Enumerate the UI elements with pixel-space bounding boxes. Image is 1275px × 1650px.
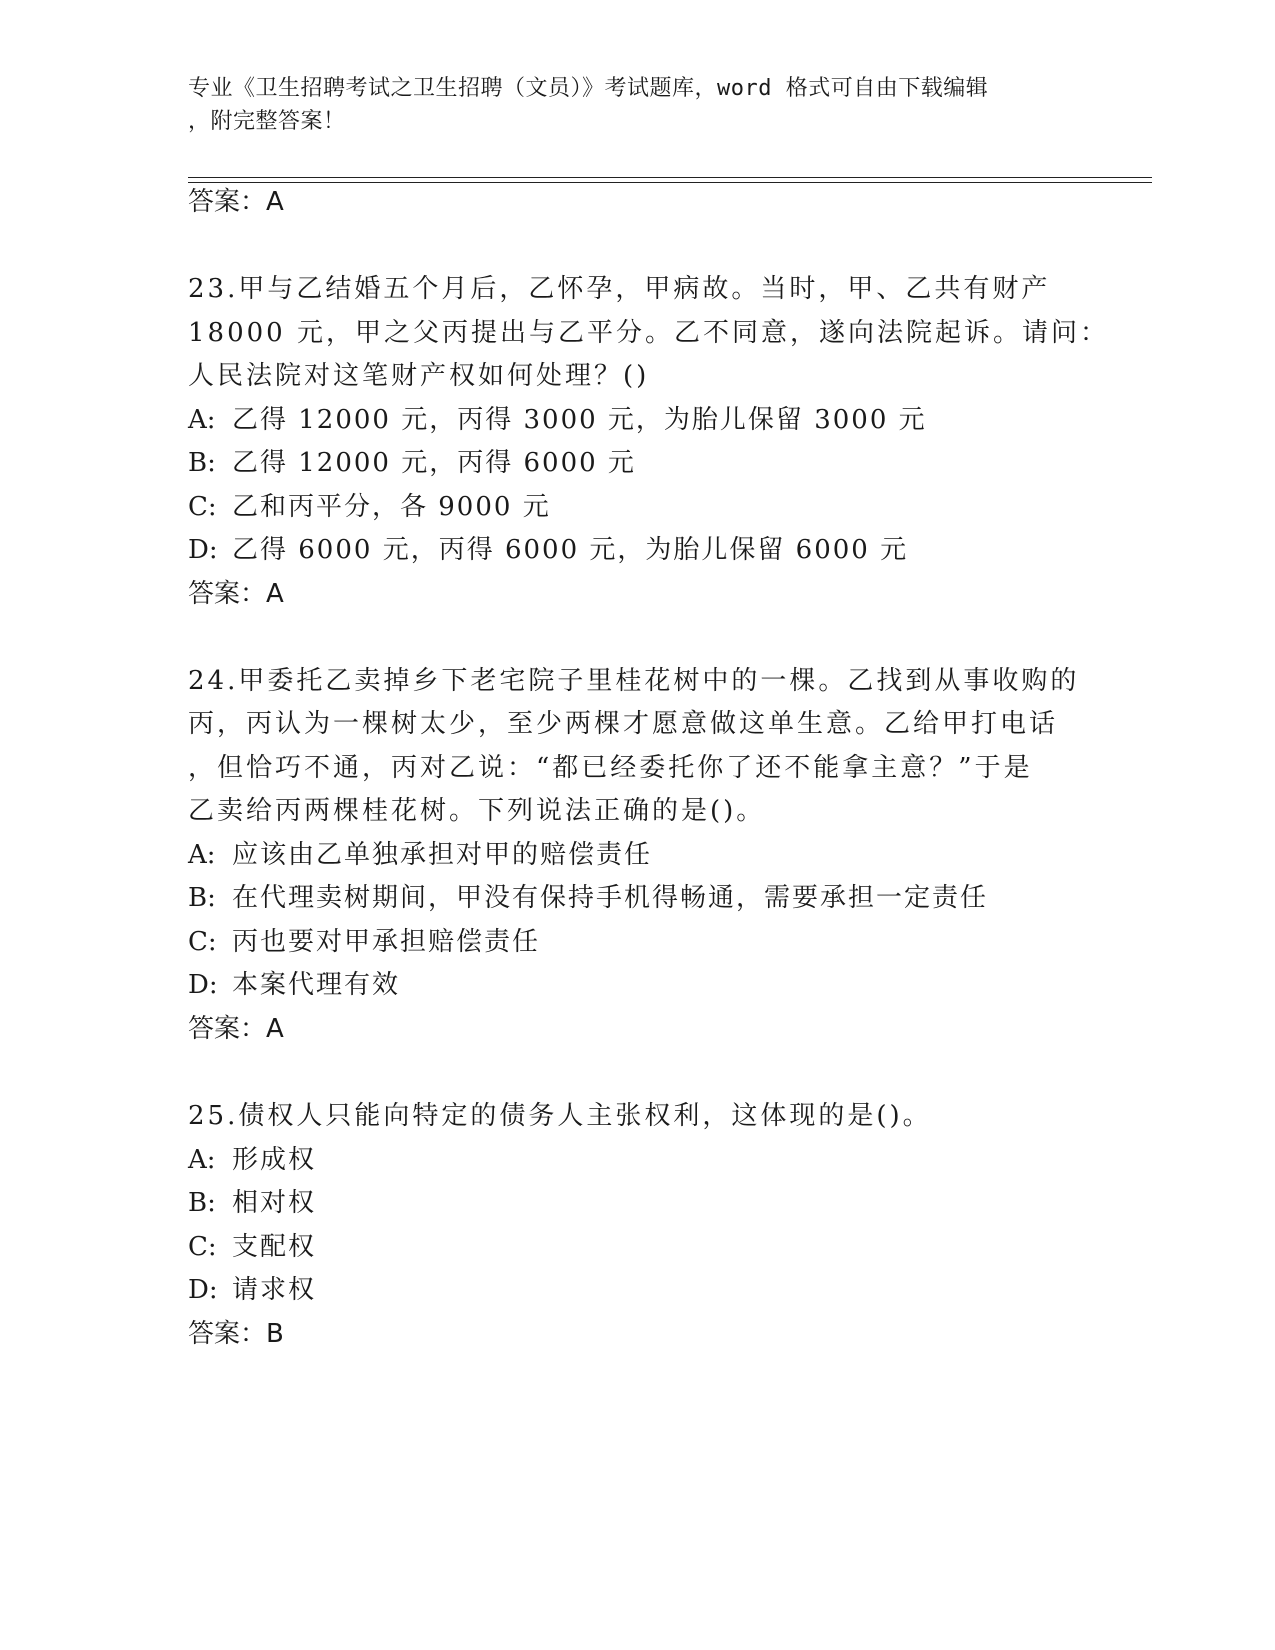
header-line-2: ，附完整答案！ xyxy=(188,109,346,134)
question-23-option-c xyxy=(188,490,551,524)
question-23-line-3: 人民法院对这笔财产权如何处理？() xyxy=(188,361,650,391)
question-25-answer: 答案：B xyxy=(188,1319,284,1349)
option-text: 请求权 xyxy=(232,1275,317,1305)
option-text: 丙也要对甲承担赔偿责任 xyxy=(232,927,541,957)
question-23-line-2: 18000 元，甲之父丙提出与乙平分。乙不同意，遂向法院起诉。请问： xyxy=(188,318,1109,348)
option-text: 在代理卖树期间，甲没有保持手机得畅通，需要承担一定责任 xyxy=(232,883,989,913)
option-label: C: xyxy=(188,1232,217,1262)
option-label: A: xyxy=(188,405,216,435)
previous-answer: 答案：A xyxy=(188,187,284,217)
option-label: B: xyxy=(188,448,216,478)
question-25-option-b xyxy=(188,1186,316,1220)
question-24-answer: 答案：A xyxy=(188,1014,284,1044)
header-rule-top xyxy=(188,177,1152,178)
question-23-option-b xyxy=(188,446,636,480)
option-text: 乙得 12000 元，丙得 3000 元，为胎儿保留 3000 元 xyxy=(232,405,927,435)
question-25-option-a xyxy=(188,1143,316,1177)
header-rule-bottom xyxy=(188,182,1152,183)
question-24-option-a xyxy=(188,838,652,872)
question-23-option-a xyxy=(188,403,927,437)
question-24-option-b xyxy=(188,881,988,915)
option-text: 乙和丙平分，各 9000 元 xyxy=(232,492,551,522)
question-25-line-1: 25.债权人只能向特定的债务人主张权利，这体现的是()。 xyxy=(188,1101,932,1131)
document-header xyxy=(188,72,1068,138)
question-25-option-d xyxy=(188,1273,316,1307)
option-text: 支配权 xyxy=(232,1232,317,1262)
option-text: 应该由乙单独承担对甲的赔偿责任 xyxy=(232,840,653,870)
question-24-option-d xyxy=(188,968,400,1002)
question-25-option-c xyxy=(188,1230,316,1264)
question-24-option-c xyxy=(188,925,540,959)
header-line-1: 专业《卫生招聘考试之卫生招聘（文员）》考试题库，word 格式可自由下载编辑 xyxy=(188,76,989,101)
option-text: 相对权 xyxy=(232,1188,317,1218)
option-text: 乙得 6000 元，丙得 6000 元，为胎儿保留 6000 元 xyxy=(232,535,909,565)
option-label: A: xyxy=(188,1145,216,1175)
option-text: 本案代理有效 xyxy=(232,970,401,1000)
option-label: C: xyxy=(188,927,217,957)
option-text: 形成权 xyxy=(232,1145,317,1175)
option-label: D: xyxy=(188,535,218,565)
question-23-line-1: 23.甲与乙结婚五个月后，乙怀孕，甲病故。当时，甲、乙共有财产 xyxy=(188,274,1051,304)
option-label: C: xyxy=(188,492,217,522)
option-label: D: xyxy=(188,970,218,1000)
question-23-answer: 答案：A xyxy=(188,579,284,609)
question-24-line-4: 乙卖给丙两棵桂花树。下列说法正确的是()。 xyxy=(188,796,766,826)
question-24-line-3: ，但恰巧不通，丙对乙说：“都已经委托你了还不能拿主意？”于是 xyxy=(188,753,1033,783)
question-24-line-1: 24.甲委托乙卖掉乡下老宅院子里桂花树中的一棵。乙找到从事收购的 xyxy=(188,666,1080,696)
option-label: B: xyxy=(188,883,216,913)
question-23-option-d xyxy=(188,533,908,567)
question-24-line-2: 丙，丙认为一棵树太少，至少两棵才愿意做这单生意。乙给甲打电话 xyxy=(188,709,1059,739)
option-label: B: xyxy=(188,1188,216,1218)
option-label: D: xyxy=(188,1275,218,1305)
option-text: 乙得 12000 元，丙得 6000 元 xyxy=(232,448,636,478)
option-label: A: xyxy=(188,840,216,870)
